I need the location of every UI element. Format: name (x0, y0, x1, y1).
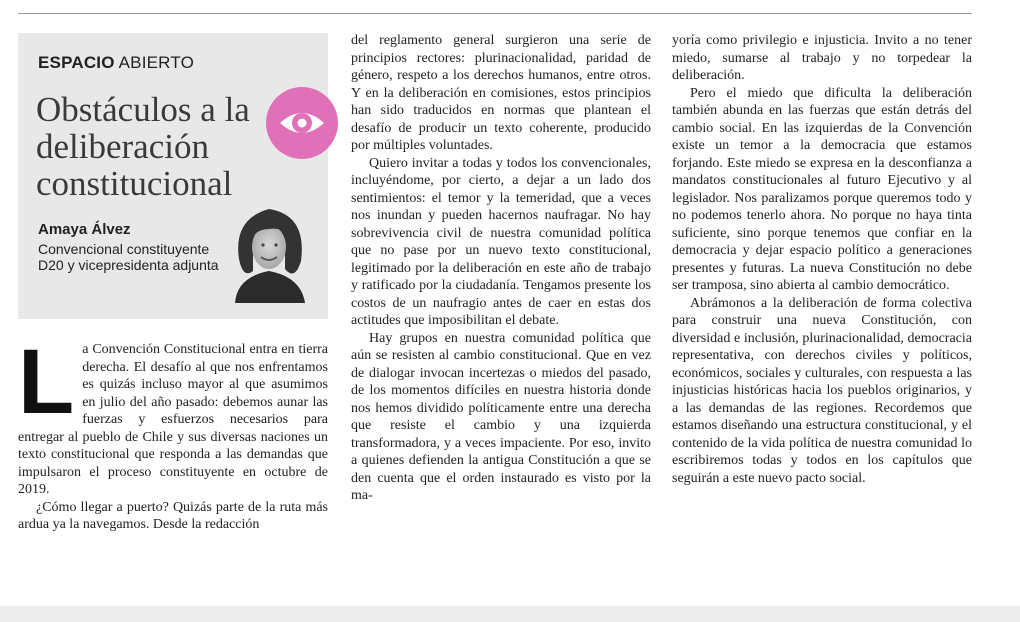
paragraph-6: Abrámonos a la deliberación de forma colectiva para construir una nueva Constitución, con diversidad e inclusión, plurinacionalidad, democracia representativa, con derechos civiles y políticos, económicos, sociales y culturales, con respuesta a las injusticias históricas hacia los pueblos originarios, y a las demandas de las regiones. Recordemos que estamos diseñando una estructura constitucional, y el contenido de la vida política de nuestra comunidad lo escribiremos todas y todos en los capítulos que seguirán a este nuevo pacto social. (672, 295, 972, 486)
paragraph-2-continued: del reglamento general surgieron una serie de principios rectores: plurinacionalidad, paridad de género, respeto a los derechos humanos, entre otros. Y en la deliberación en comisiones, estos principios han sido traducidos en normas que plantean el desafío de producir un texto coherente, producido por múltiples voluntades. (351, 33, 651, 153)
author-role: Convencional constituyente D20 y vicepresidenta adjunta (38, 241, 219, 273)
paragraph-1: a Convención Constitucional entra en tierra derecha. El desafío al que nos enfrentamos es quizás incluso mayor al que asumimos en julio del año pasado: debemos aunar las fuerzas y esfuerzos necesarios para entregar al pueblo de Chile y sus diversas naciones un texto constitucional que responda a las demandas que impulsaron el proceso constituyente en octubre de 2019. (18, 342, 328, 497)
article-column-3 (672, 32, 972, 487)
paragraph-4: Hay grupos en nuestra comunidad política que aún se resisten al cambio constitucional. Que en vez de dialogar invocan incertezas o miedos del pasado, de los momentos difíciles en nuestra historia donde nos hemos dividido políticamente entre una derecha que resiste el cambio y una izquierda transformadora, y a veces impaciente. Por eso, invito a quienes defienden la antigua Constitución a que se den cuenta que el orden instaurado es visto por la ma- (351, 330, 651, 503)
paragraph-2: ¿Cómo llegar a puerto? Quizás parte de la ruta más ardua ya la navegamos. Desde la redacción (18, 499, 328, 532)
author-portrait (225, 199, 313, 303)
paragraph-5: Pero el miedo que dificulta la deliberación también abunda en las fuerzas que están detrás del cambio social. En las izquierdas de la Convención existe un temor a la democracia que estamos forjando. Este miedo se expresa en la desconfianza a mandatos constitucionales al futuro Ejecutivo y al legislador. Nos paralizamos porque queremos todo y no podemos tenerlo ahora. No porque no haya tinta suficiente, sino porque tenemos que confiar en la democracia y dejar espacio político a generaciones presentes y futuras. La nueva Constitución no debe ser tramposa, sino abierta al cambio democrático. (672, 85, 972, 293)
article-column-1 (18, 331, 328, 534)
article-headline: Obstáculos a la deliberación constitucional (36, 90, 250, 203)
paragraph-4-continued: yoría como privilegio e injusticia. Invito a no tener miedo, sumarse al trabajo y no torpedear la deliberación. (672, 33, 972, 83)
section-label: ESPACIO ABIERTO (38, 53, 195, 72)
drop-cap: L (18, 331, 75, 433)
author-name: Amaya Álvez (38, 221, 131, 238)
paragraph-3: Quiero invitar a todas y todos los convencionales, incluyéndome, por cierto, a dejar a un lado dos sentimientos: el temor y la temeridad, que a veces nos inundan y pueden hacernos naufragar. No hay sobrevivencia civil de nuestra comunidad política que no pase por un nuevo texto constitucional, legitimado por la deliberación en este año de trabajo y ratificado por la ciudadanía. Tengamos presente los costos de un naufragio antes de caer en estas dos actitudes que imposibilitan el debate. (351, 155, 651, 328)
article-column-2 (351, 32, 651, 505)
bottom-margin (0, 606, 1020, 622)
top-rule (18, 13, 972, 14)
article-header-panel (18, 33, 328, 319)
